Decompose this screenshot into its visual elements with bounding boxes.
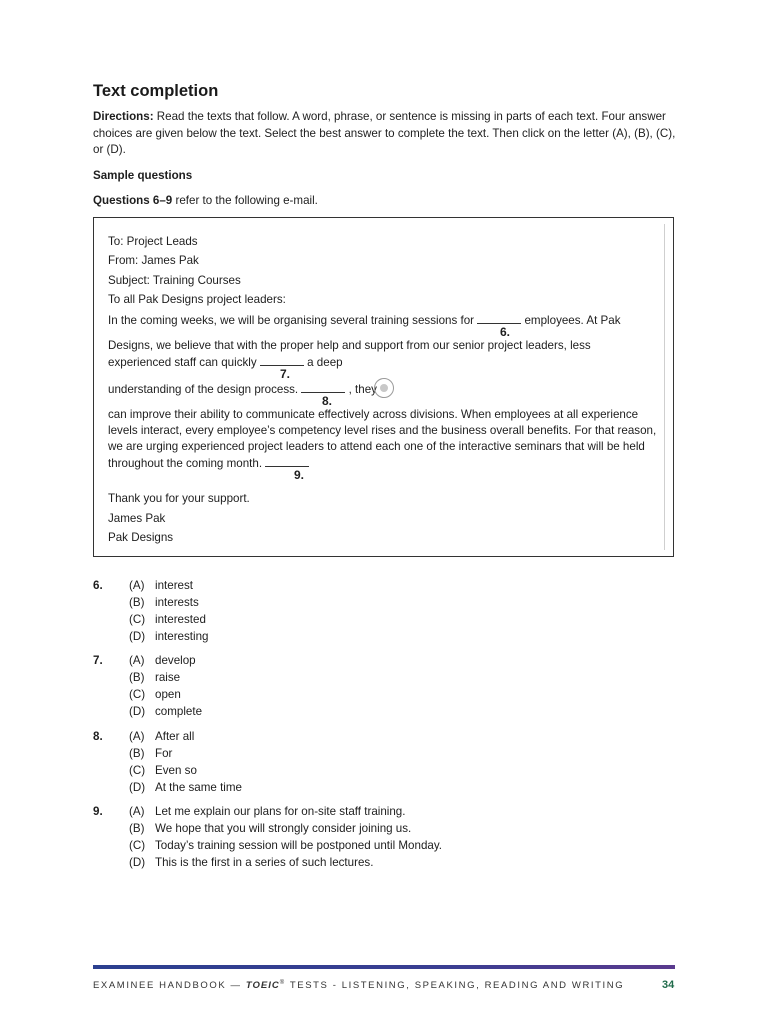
email-signature-name: James Pak bbox=[108, 512, 166, 525]
option-a[interactable]: (A) interest bbox=[129, 579, 194, 592]
email-closing-thanks: Thank you for your support. bbox=[108, 492, 250, 505]
option-d[interactable]: (D) complete bbox=[129, 705, 203, 718]
footer-prefix: EXAMINEE HANDBOOK — bbox=[93, 980, 246, 992]
email-line-5: can improve their ability to communicate effectively across divisions. When employees at all experience bbox=[108, 408, 639, 421]
option-c[interactable]: (C) Even so bbox=[129, 764, 197, 777]
blank-6 bbox=[477, 313, 521, 324]
email-to: To: Project Leads bbox=[108, 235, 198, 248]
option-b[interactable]: (B) For bbox=[129, 747, 173, 760]
option-b[interactable]: (B) interests bbox=[129, 596, 199, 609]
footer-title bbox=[93, 980, 624, 991]
option-d[interactable]: (D) interesting bbox=[129, 630, 209, 643]
email-passage-box bbox=[93, 217, 674, 557]
blank-9-number: 9. bbox=[294, 468, 305, 482]
footer-trademark: ® bbox=[279, 980, 286, 986]
blank-9 bbox=[265, 456, 309, 467]
blank-7 bbox=[260, 355, 304, 366]
option-c[interactable]: (C) Today’s training session will be postponed until Monday. bbox=[129, 839, 443, 852]
directions-paragraph bbox=[93, 109, 683, 159]
option-c[interactable]: (C) interested bbox=[129, 613, 206, 626]
email-line-1 bbox=[108, 313, 621, 327]
sample-questions-heading: Sample questions bbox=[93, 169, 193, 182]
option-a[interactable]: (A) After all bbox=[129, 730, 195, 743]
footer-suffix: TESTS - LISTENING, SPEAKING, READING AND WRITING bbox=[285, 980, 625, 992]
email-line-1-end: employees. At Pak bbox=[521, 314, 621, 327]
blank-6-number: 6. bbox=[500, 325, 511, 339]
option-b[interactable]: (B) We hope that you will strongly consider joining us. bbox=[129, 822, 412, 835]
option-b[interactable]: (B) raise bbox=[129, 671, 181, 684]
email-line-3-end: a deep bbox=[303, 356, 343, 369]
question-number: 7. bbox=[93, 654, 103, 667]
email-line-7: we are urging experienced project leaders to attend each one of the interactive seminars that will be held bbox=[108, 440, 645, 453]
option-d[interactable]: (D) At the same time bbox=[129, 781, 242, 794]
email-line-3 bbox=[108, 355, 343, 369]
email-line-2: Designs, we believe that with the proper help and support from our senior project leaders, less bbox=[108, 339, 591, 352]
question-number: 9. bbox=[93, 805, 103, 818]
directions-label: Directions: bbox=[93, 110, 154, 123]
email-line-1-start: In the coming weeks, we will be organising several training sessions for bbox=[108, 314, 475, 327]
blank-8-number: 8. bbox=[322, 394, 333, 408]
option-a[interactable]: (A) develop bbox=[129, 654, 196, 667]
footer-rule bbox=[93, 965, 675, 969]
page-number: 34 bbox=[662, 979, 675, 991]
email-line-4-end: , they bbox=[345, 383, 377, 396]
email-line-8 bbox=[108, 456, 309, 470]
email-line-4 bbox=[108, 382, 377, 396]
directions-text: Read the texts that follow. A word, phrase, or sentence is missing in parts of each text. Four answer choices are given below the text. Select the best answer to complete the text. Then click on the letter (A), (B), (C), or (D). bbox=[93, 110, 676, 156]
blank-8 bbox=[301, 382, 345, 393]
questions-range-label: Questions 6–9 bbox=[93, 194, 173, 207]
email-signature-company: Pak Designs bbox=[108, 531, 174, 544]
email-line-6: levels interact, every employee’s competency level rises and the business overall benefits. For that reason, bbox=[108, 424, 657, 437]
option-a[interactable]: (A) Let me explain our plans for on-site staff training. bbox=[129, 805, 406, 818]
question-number: 6. bbox=[93, 579, 103, 592]
email-subject: Subject: Training Courses bbox=[108, 274, 241, 287]
page-title: Text completion bbox=[93, 82, 219, 100]
email-from: From: James Pak bbox=[108, 254, 199, 267]
email-line-3-start: experienced staff can quickly bbox=[108, 356, 257, 369]
email-line-8-text: throughout the coming month. bbox=[108, 457, 263, 470]
option-d[interactable]: (D) This is the first in a series of such lectures. bbox=[129, 856, 374, 869]
email-salutation: To all Pak Designs project leaders: bbox=[108, 293, 286, 306]
footer-brand-logo: TOEIC bbox=[245, 980, 280, 992]
questions-reference-text: refer to the following e-mail. bbox=[172, 194, 318, 207]
cursor-circle-icon bbox=[374, 378, 394, 398]
option-c[interactable]: (C) open bbox=[129, 688, 181, 701]
question-number: 8. bbox=[93, 730, 103, 743]
questions-reference bbox=[93, 194, 318, 207]
blank-7-number: 7. bbox=[280, 367, 291, 381]
email-line-4-start: understanding of the design process. bbox=[108, 383, 299, 396]
